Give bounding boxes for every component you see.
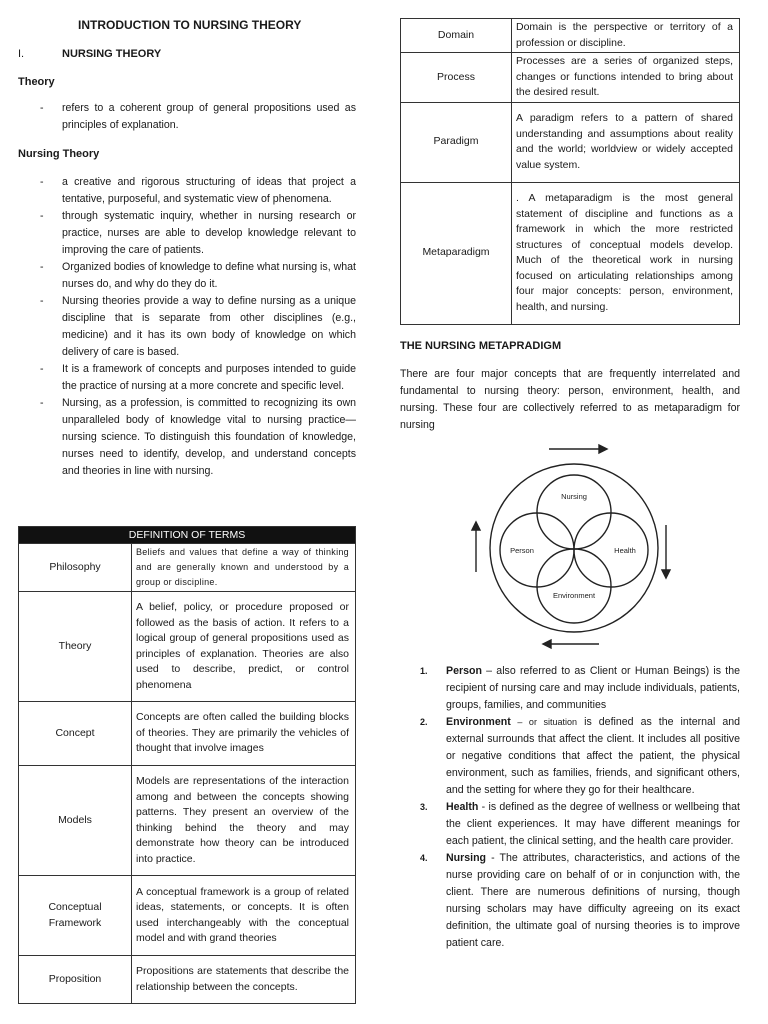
concept-term: Health — [446, 801, 479, 813]
top-arrow-head-icon — [599, 445, 607, 453]
concept-term: Nursing — [446, 852, 487, 864]
theory-list — [40, 100, 356, 134]
list-item — [420, 799, 740, 850]
theory-heading: Theory — [18, 76, 55, 88]
concept-list — [420, 663, 740, 952]
definition-cell: A belief, policy, or procedure proposed or followed as the basis of action. It refers to a logical group of general propositions used as principles of explanation. Theories are also used to describe, predict, or control phenomena — [132, 592, 356, 702]
definition-cell: . A metaparadigm is the most general statement of discipline and functions as a framework in which the more restricted structures of conceptual models develop. Much of the theoretical work in nursing focused on articulating relationships among four major concepts: person, environment, health, and nursing. — [512, 182, 740, 324]
left-arrow-head-icon — [472, 522, 480, 530]
concept-term: Person — [446, 665, 482, 677]
metaparadigm-heading: THE NURSING METAPRADIGM — [400, 340, 562, 352]
definition-cell: Processes are a series of organized steps, changes or functions intended to bring about the desired result. — [512, 53, 740, 103]
definition-cell: Domain is the perspective or territory of a profession or discipline. — [512, 19, 740, 53]
section-title: NURSING THEORY — [62, 48, 162, 60]
nursing-theory-list — [40, 174, 356, 480]
health-label: Health — [614, 546, 636, 555]
list-number: 1. — [420, 666, 428, 676]
definition-cell: A conceptual framework is a group of related ideas, statements, or concepts. It is often used interchangeably with the conceptual model and with grand theories — [132, 876, 356, 956]
list-item — [420, 714, 740, 799]
list-item: - Organized bodies of knowledge to define what nursing is, what nurses do, and why do they do it. — [40, 259, 356, 293]
nursing-theory-heading: Nursing Theory — [18, 148, 100, 160]
nursing-circle — [537, 475, 611, 549]
term-cell: Metaparadigm — [401, 182, 512, 324]
section-number: I. — [18, 48, 25, 60]
list-item: - a creative and rigorous structuring of ideas that project a tentative, purposeful, and systematic view of phenomena. — [40, 174, 356, 208]
term-cell: Theory — [19, 592, 132, 702]
right-arrow-head-icon — [662, 570, 670, 578]
nursing-label: Nursing — [561, 492, 587, 501]
list-item: - It is a framework of concepts and purposes intended to guide the practice of nursing at a more concrete and specific level. — [40, 361, 356, 395]
definition-cell: Beliefs and values that define a way of thinking and are generally known and understood by a group or discipline. — [132, 544, 356, 592]
term-cell: Conceptual Framework — [19, 876, 132, 956]
term-cell: Domain — [401, 19, 512, 53]
definitions-table-header: DEFINITION OF TERMS — [19, 527, 356, 544]
definition-cell: Propositions are statements that describe the relationship between the concepts. — [132, 956, 356, 1004]
term-cell: Models — [19, 766, 132, 876]
concept-term: Environment — [446, 716, 511, 728]
person-label: Person — [510, 546, 534, 555]
concept-text: - The attributes, characteristics, and actions of the nurse providing care on behalf of or in conjunction with, the client. There are numerous definitions of nursing, though nursing scholars may have difficulty agreeing on its exact definition, the ultimate goal of nursing theories is to improve patient care. — [446, 852, 740, 949]
term-cell: Process — [401, 53, 512, 103]
definition-cell: A paradigm refers to a pattern of shared understanding and assumptions about reality and the world; worldview or widely accepted value system. — [512, 102, 740, 182]
term-cell: Philosophy — [19, 544, 132, 592]
metaparadigm-diagram — [465, 440, 685, 655]
definition-cell: Models are representations of the interaction among and between the concepts showing patterns. They present an overview of the thinking behind the theory and may demonstrate how theory can be introduced into practice. — [132, 766, 356, 876]
term-cell: Proposition — [19, 956, 132, 1004]
list-item: - refers to a coherent group of general propositions used as principles of explanation. — [40, 100, 356, 134]
concept-subtext: – or situation — [510, 717, 578, 727]
list-number: 4. — [420, 853, 428, 863]
list-item: - Nursing theories provide a way to define nursing as a unique discipline that is separate from other disciplines (e.g., medicine) and it has its own body of knowledge on which delivery of care is based. — [40, 293, 356, 361]
page-title: INTRODUCTION TO NURSING THEORY — [78, 18, 302, 32]
list-item — [420, 850, 740, 952]
definitions-table — [18, 526, 356, 1004]
list-number: 2. — [420, 717, 428, 727]
bottom-arrow-head-icon — [543, 640, 551, 648]
list-number: 3. — [420, 802, 428, 812]
list-item: - Nursing, as a profession, is committed to recognizing its own unparalleled body of knowledge vital to nursing practice—nursing science. To distinguish this foundation of knowledge, nurses need to identify, develop, and understand concepts and theories in line with nursing. — [40, 395, 356, 480]
list-item — [420, 663, 740, 714]
concept-text: is defined as the internal and external surrounds that affect the client. It includes all positive or negative conditions that affect the patient, the physical environment, such as families, friends, and significant others, and the setting for where they go for their healthcare. — [446, 716, 741, 796]
paradigm-table — [400, 18, 740, 325]
metaparadigm-intro: There are four major concepts that are frequently interrelated and fundamental to nursing theory: person, environment, health, and nursing. These four are collectively referred to as metaparadigm for nursing — [400, 368, 740, 431]
list-item: - through systematic inquiry, whether in nursing research or practice, nurses are able to develop knowledge relevant to improving the care of patients. — [40, 208, 356, 259]
definition-cell: Concepts are often called the building blocks of theories. They are primarily the vehicles of thought that involve images — [132, 702, 356, 766]
concept-text: – also referred to as Client or Human Beings) is the recipient of nursing care and may include individuals, patients, groups, families, and communities — [446, 665, 740, 711]
term-cell: Paradigm — [401, 102, 512, 182]
term-cell: Concept — [19, 702, 132, 766]
environment-label: Environment — [552, 591, 596, 600]
concept-text: - is defined as the degree of wellness or wellbeing that the client experiences. It may have different meanings for each patient, the clinical setting, and the health care provider. — [446, 801, 740, 847]
